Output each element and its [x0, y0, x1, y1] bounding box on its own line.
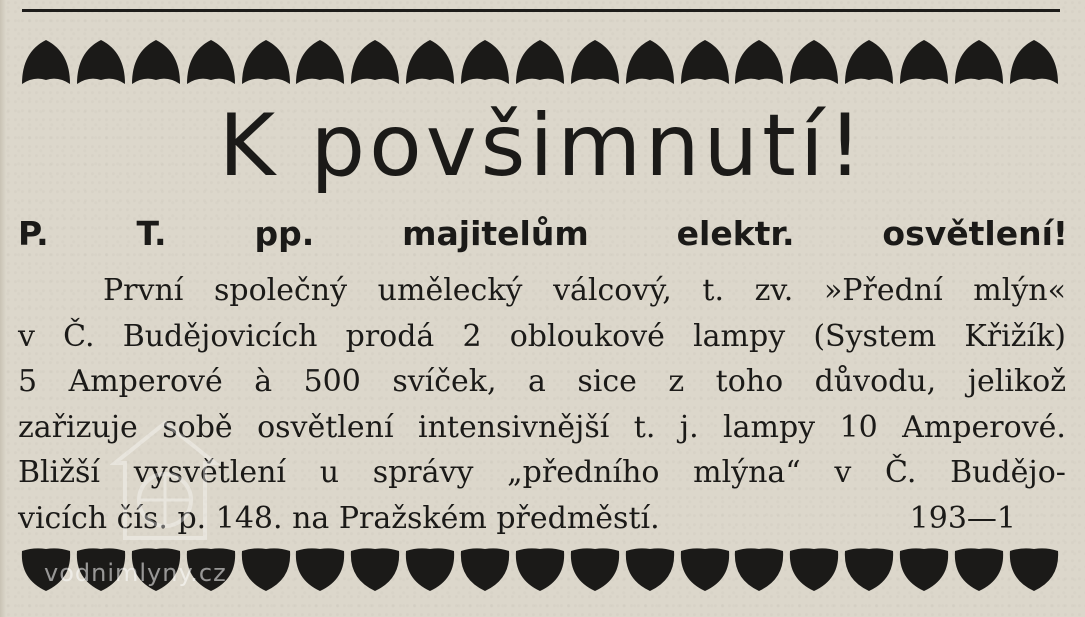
- scallop-ornament: [898, 545, 950, 595]
- scallop-ornament: [349, 36, 401, 86]
- scallop-ornament: [404, 36, 456, 86]
- body-word: osvětlení: [257, 409, 394, 445]
- subheading-word: majitelům: [402, 214, 589, 253]
- subheading-word: osvětlení!: [882, 214, 1068, 253]
- scallop-ornament: [459, 36, 511, 86]
- body-word: prodá: [345, 318, 435, 354]
- scallop-ornament: [404, 545, 456, 595]
- ornamental-border-top: [20, 36, 1060, 86]
- scallop-ornament: [185, 36, 237, 86]
- scallop-ornament: [20, 36, 72, 86]
- body-word: 5: [18, 364, 38, 400]
- body-word: Budějovicích: [122, 318, 318, 354]
- advertisement-subheading: [18, 210, 1068, 258]
- body-word: obloukové: [509, 318, 665, 354]
- scallop-ornament: [514, 545, 566, 595]
- scallop-ornament: [75, 36, 127, 86]
- scallop-ornament: [679, 36, 731, 86]
- body-word: zařizuje: [18, 409, 138, 445]
- subheading-word: pp.: [254, 214, 315, 253]
- body-word: „předního: [507, 455, 660, 491]
- body-text: vicích čís. p. 148. na Pražském předměstí.: [18, 500, 660, 536]
- body-word: à: [254, 364, 273, 400]
- body-word: lampy: [693, 318, 786, 354]
- body-word: v: [18, 318, 35, 354]
- scallop-ornament: [459, 545, 511, 595]
- scallop-ornament: [1008, 545, 1060, 595]
- scallop-ornament: [953, 545, 1005, 595]
- advertisement-heading: K povšimnutí!: [218, 96, 867, 196]
- body-word: v: [834, 455, 852, 491]
- body-word: Budějo-: [950, 455, 1066, 491]
- scallop-ornament: [624, 36, 676, 86]
- body-word: společný: [213, 273, 348, 308]
- reference-number: 193—1: [909, 500, 1016, 536]
- body-word: »Přední: [823, 273, 943, 308]
- scallop-ornament: [733, 36, 785, 86]
- scallop-ornament: [788, 36, 840, 86]
- scallop-ornament: [294, 545, 346, 595]
- scallop-ornament: [130, 36, 182, 86]
- body-word: První: [103, 273, 184, 308]
- body-word: jelikož: [967, 364, 1066, 400]
- scallop-ornament: [349, 545, 401, 595]
- body-word: j.: [679, 409, 699, 445]
- scallop-ornament: [294, 36, 346, 86]
- body-word: toho: [715, 364, 784, 400]
- scallop-ornament: [898, 36, 950, 86]
- subheading-word: T.: [136, 214, 167, 253]
- body-word: z: [668, 364, 685, 400]
- body-word: Amperové.: [902, 409, 1066, 445]
- scallop-ornament: [679, 545, 731, 595]
- body-word: důvodu,: [814, 364, 937, 400]
- body-word: sobě: [162, 409, 233, 445]
- body-word: 2: [462, 318, 482, 354]
- body-word: sice: [577, 364, 637, 400]
- body-word: vysvětlení: [133, 455, 287, 491]
- scallop-ornament: [733, 545, 785, 595]
- scallop-ornament: [624, 545, 676, 595]
- body-word: Křižík): [964, 318, 1066, 354]
- body-word: válcový,: [553, 273, 672, 308]
- body-line: [18, 359, 1066, 405]
- body-word: správy: [372, 455, 474, 491]
- body-line: [18, 314, 1066, 360]
- watermark-logo-icon: [110, 418, 220, 548]
- body-word: a: [528, 364, 546, 400]
- body-word: intensivnější: [417, 409, 610, 445]
- scallop-ornament: [843, 545, 895, 595]
- body-word: Amperové: [68, 364, 223, 400]
- scallop-ornament: [569, 545, 621, 595]
- body-word: lampy: [723, 409, 816, 445]
- body-word: 500: [303, 364, 361, 400]
- body-word: t.: [633, 409, 656, 445]
- body-word: (System: [813, 318, 937, 354]
- body-line: [18, 268, 1066, 314]
- body-word: zv.: [754, 273, 794, 308]
- subheading-word: elektr.: [676, 214, 795, 253]
- subheading-word: P.: [18, 214, 49, 253]
- body-word: Č.: [63, 318, 95, 354]
- body-word: Č.: [884, 455, 917, 491]
- scallop-ornament: [788, 545, 840, 595]
- body-word: u: [319, 455, 340, 491]
- body-word: 10: [839, 409, 878, 445]
- scallop-ornament: [240, 36, 292, 86]
- scallop-ornament: [569, 36, 621, 86]
- scallop-ornament: [514, 36, 566, 86]
- scallop-ornament: [953, 36, 1005, 86]
- body-word: t.: [702, 273, 725, 308]
- scallop-ornament: [240, 545, 292, 595]
- body-word: Bližší: [18, 455, 101, 491]
- page-edge: [0, 0, 6, 617]
- scallop-ornament: [1008, 36, 1060, 86]
- top-rule: [22, 9, 1060, 12]
- scallop-ornament: [843, 36, 895, 86]
- watermark: vodnimlyny.cz: [44, 559, 227, 587]
- body-word: svíček,: [392, 364, 497, 400]
- body-word: mlýn«: [973, 273, 1066, 308]
- body-word: mlýna“: [693, 455, 801, 491]
- body-word: umělecký: [377, 273, 523, 308]
